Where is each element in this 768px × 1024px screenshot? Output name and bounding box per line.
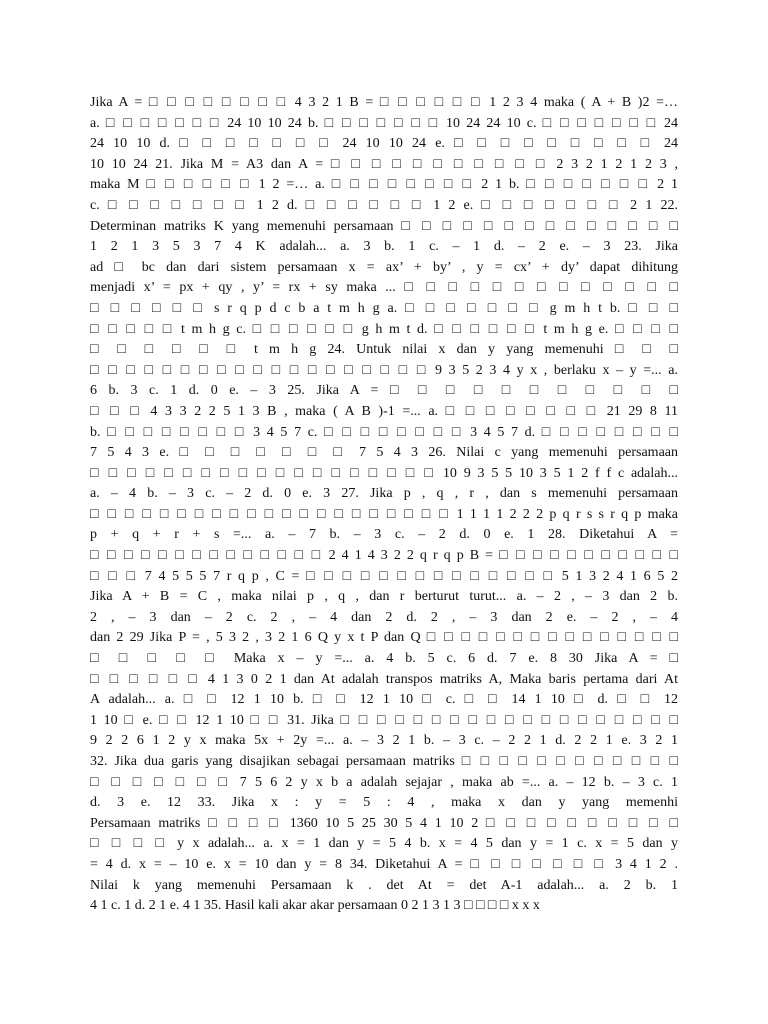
text-line: b. □ □ □ □ □ □ □ □ 3 4 5 7 c. □ □ □ □ □ □ □ □ 3 4 5 7 d. □ □ □ □ □ □ □ □ [90, 424, 678, 440]
text-line: □ □ □ □ y x adalah... a. x = 1 dan y = 5 4 b. x = 4 5 dan y = 1 c. x = 5 dan y [90, 836, 678, 852]
text-line: Nilai k yang memenuhi Persamaan k . det At = det A-1 adalah... a. 2 b. 1 [90, 877, 678, 893]
text-line: 4 1 c. 1 d. 2 1 e. 4 1 35. Hasil kali akar akar persamaan 0 2 1 3 1 3 □ □ □ □ x x x [90, 898, 540, 914]
text-line: □ □ □ 7 4 5 5 5 7 r q p , C = □ □ □ □ □ □ □ □ □ □ □ □ □ □ 5 1 3 2 4 1 6 5 2 [90, 568, 678, 584]
text-line: Determinan matriks K yang memenuhi persamaan □ □ □ □ □ □ □ □ □ □ □ □ □ □ [90, 218, 678, 234]
text-line: = 4 d. x = – 10 e. x = 10 dan y = 8 34. Diketahui A = □ □ □ □ □ □ □ 3 4 1 2 . [90, 856, 678, 872]
text-line: a. – 4 b. – 3 c. – 2 d. 0 e. 3 27. Jika p , q , r , dan s memenuhi persamaan [90, 486, 678, 502]
text-line: 1 10 □ e. □ □ 12 1 10 □ □ 31. Jika □ □ □ □ □ □ □ □ □ □ □ □ □ □ □ □ □ □ □ [90, 712, 678, 728]
text-line: Jika A = □ □ □ □ □ □ □ □ 4 3 2 1 B = □ □ □ □ □ □ 1 2 3 4 maka ( A + B )2 =… [90, 95, 678, 110]
text-line: menjadi x’ = px + qy , y’ = rx + sy maka ... □ □ □ □ □ □ □ □ □ □ □ □ □ [90, 280, 678, 296]
text-line: 24 10 10 d. □ □ □ □ □ □ □ 24 10 10 24 e. □ □ □ □ □ □ □ □ □ 24 [90, 136, 678, 152]
text-line: d. 3 e. 12 33. Jika x : y = 5 : 4 , maka x dan y yang memenhi [90, 795, 678, 811]
text-line: □ □ □ 4 3 3 2 2 5 1 3 B , maka ( A B )-1 =... a. □ □ □ □ □ □ □ □ 21 29 8 11 [90, 403, 678, 419]
text-line: Persamaan matriks □ □ □ □ 1360 10 5 25 30 5 4 1 10 2 □ □ □ □ □ □ □ □ □ □ [90, 815, 678, 831]
text-line: maka M □ □ □ □ □ □ 1 2 =… a. □ □ □ □ □ □ □ □ 2 1 b. □ □ □ □ □ □ □ 2 1 [90, 177, 678, 193]
text-line: 6 b. 3 c. 1 d. 0 e. – 3 25. Jika A = □ □ □ □ □ □ □ □ □ □ □ [90, 383, 678, 399]
text-line: □ □ □ □ □ □ t m h g 24. Untuk nilai x dan y yang memenuhi □ □ □ [90, 342, 678, 358]
text-line: □ □ □ □ □ □ □ □ □ □ □ □ □ □ □ □ □ □ □ 10 9 3 5 5 10 3 5 1 2 f f c adalah... [90, 465, 678, 481]
text-line: 1 2 1 3 5 3 7 4 K adalah... a. 3 b. 1 c. – 1 d. – 2 e. – 3 23. Jika [90, 239, 678, 255]
text-line: 9 2 2 6 1 2 y x maka 5x + 2y =... a. – 3 2 1 b. – 3 c. – 2 2 1 d. 2 2 1 e. 3 2 1 [90, 733, 678, 749]
text-line: □ □ □ □ □ □ □ 7 5 6 2 y x b a adalah sejajar , maka ab =... a. – 12 b. – 3 c. 1 [90, 774, 678, 790]
text-line: □ □ □ □ □ □ 4 1 3 0 2 1 dan At adalah transpos matriks A, Maka baris pertama dari At [90, 671, 678, 687]
text-line: 10 10 24 21. Jika M = A3 dan A = □ □ □ □ □ □ □ □ □ □ □ 2 3 2 1 2 1 2 3 , [90, 156, 678, 172]
text-line: p + q + r + s =... a. – 7 b. – 3 c. – 2 d. 0 e. 1 28. Diketahui A = [90, 527, 678, 543]
text-line: □ □ □ □ □ t m h g c. □ □ □ □ □ □ g h m t d. □ □ □ □ □ □ t m h g e. □ □ □ □ [90, 321, 678, 337]
text-line: □ □ □ □ □ □ □ □ □ □ □ □ □ □ □ □ □ □ □ 9 3 5 2 3 4 y x , berlaku x – y =... a. [90, 362, 678, 378]
text-line: ad □ bc dan dari sistem persamaan x = ax’ + by’ , y = cx’ + dy’ dapat dihitung [90, 259, 678, 275]
text-line: □ □ □ □ □ Maka x – y =... a. 4 b. 5 c. 6 d. 7 e. 8 30 Jika A = □ [90, 651, 678, 667]
text-line: a. □ □ □ □ □ □ □ 24 10 10 24 b. □ □ □ □ □ □ □ 10 24 24 10 c. □ □ □ □ □ □ □ 24 [90, 115, 678, 131]
text-line: 2 , – 3 dan – 2 c. 2 , – 4 dan 2 d. 2 , – 3 dan 2 e. – 2 , – 4 [90, 609, 678, 625]
text-line: □ □ □ □ □ □ □ □ □ □ □ □ □ □ □ □ □ □ □ □ □ 1 1 1 1 2 2 2 p q r s s r q p maka [90, 506, 678, 522]
text-line: Jika A + B = C , maka nilai p , q , dan r berturut turut... a. – 2 , – 3 dan 2 b. [90, 589, 678, 605]
text-line: □ □ □ □ □ □ s r q p d c b a t m h g a. □ □ □ □ □ □ □ g m h t b. □ □ □ [90, 300, 678, 316]
text-line: □ □ □ □ □ □ □ □ □ □ □ □ □ □ 2 4 1 4 3 2 2 q r q p B = □ □ □ □ □ □ □ □ □ □ □ [90, 548, 678, 564]
text-line: A adalah... a. □ □ 12 1 10 b. □ □ 12 1 10 □ c. □ □ 14 1 10 □ d. □ □ 12 [90, 692, 678, 708]
text-line: 7 5 4 3 e. □ □ □ □ □ □ □ 7 5 4 3 26. Nilai c yang memenuhi persamaan [90, 445, 678, 461]
text-line: 32. Jika dua garis yang disajikan sebagai persamaan matriks □ □ □ □ □ □ □ □ □ □ □ □ [90, 754, 678, 769]
text-line: dan 2 29 Jika P = , 5 3 2 , 3 2 1 6 Q y x t P dan Q □ □ □ □ □ □ □ □ □ □ □ □ □ □ □ [90, 630, 678, 646]
text-line: c. □ □ □ □ □ □ □ 1 2 d. □ □ □ □ □ □ 1 2 e. □ □ □ □ □ □ □ 2 1 22. [90, 197, 678, 213]
